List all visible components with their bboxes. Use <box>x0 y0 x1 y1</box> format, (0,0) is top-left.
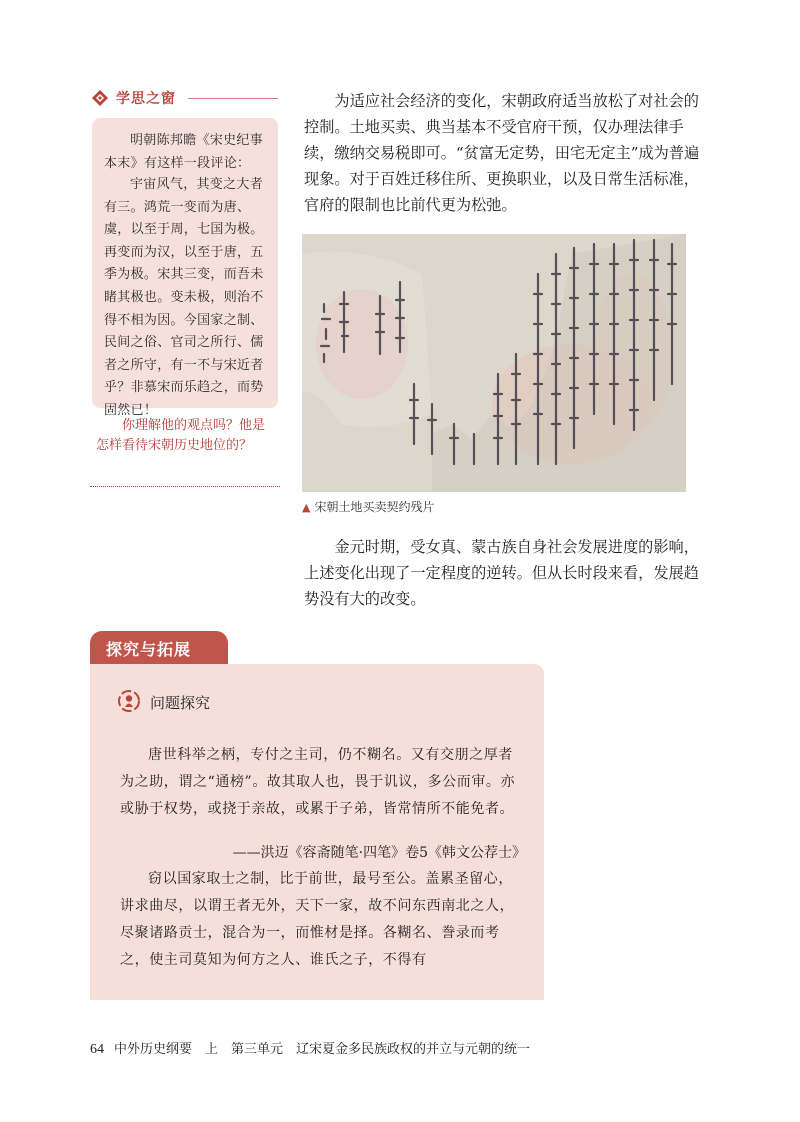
sidebar-intro: 明朝陈邦瞻《宋史纪事本末》有这样一段评论： <box>104 133 264 171</box>
quote-1: 唐世科举之柄，专付之主司，仍不糊名。又有交朋之厚者为之助，谓之“通榜”。故其取人也，畏于讥议，多公而审。亦或胁于权势，或挠于亲故，或累于子弟，皆常情所不能免者。 <box>120 747 516 817</box>
book-title: 中外历史纲要 上 第三单元 辽宋夏金多民族政权的并立与元朝的统一 <box>114 1042 531 1057</box>
explore-tab <box>90 631 228 664</box>
section-title: 问题探究 <box>150 694 211 712</box>
sidebar-question: 你理解他的观点吗？他是怎样看待宋朝历史地位的？ <box>96 418 266 453</box>
sidebar-header <box>92 88 278 108</box>
explore-tab-label: 探究与拓展 <box>106 640 192 659</box>
sidebar-title: 学思之窗 <box>116 91 176 107</box>
quote-1-source: ——洪迈《容斋随笔·四笔》卷5《韩文公荐士》 <box>232 845 526 861</box>
sidebar-divider <box>90 486 280 487</box>
question-explore-icon <box>118 690 140 712</box>
contract-fragment-illustration <box>302 234 686 492</box>
land-contract-image <box>302 234 686 492</box>
figure-caption-text: 宋朝土地买卖契约残片 <box>314 500 435 514</box>
paragraph-1: 为适应社会经济的变化，宋朝政府适当放松了对社会的控制。土地买卖、典当基本不受官府干预，仅办理法律手续，缴纳交易税即可。“贫富无定势，田宅无定主”成为普遍现象。对于百姓迁移住所、更换职业，以及日常生活标准，官府的限制也比前代更为松弛。 <box>304 92 700 214</box>
quote-2: 窃以国家取士之制，比于前世，最号至公。盖累圣留心，讲求曲尽，以谓王者无外，天下一家，故不问东西南北之人，尽聚诸路贡士，混合为一，而惟材是择。各糊名、誊录而考之，使主司莫知为何方之人、谁氏之子，不得有 <box>120 871 515 968</box>
sidebar-quote: 宇宙风气，其变之大者有三。鸿荒一变而为唐、虞，以至于周，七国为极。再变而为汉，以至于唐，五季为极。宋其三变，而吾未睹其极也。变未极，则治不得不相为因。今国家之制、民间之俗、官司之所行、儒者之所守，有一不与宋近者乎？非慕宋而乐趋之，而势固然已！ <box>104 177 264 418</box>
page-footer <box>90 1038 530 1058</box>
triangle-icon: ▲ <box>302 501 311 514</box>
paragraph-2: 金元时期，受女真、蒙古族自身社会发展进度的影响，上述变化出现了一定程度的逆转。但从长时段来看，发展趋势没有大的改变。 <box>304 538 699 608</box>
sidebar-box <box>92 118 278 418</box>
figure-caption <box>302 498 434 515</box>
page-number: 64 <box>90 1042 104 1057</box>
diamond-icon <box>92 90 108 106</box>
sidebar-title-rule <box>188 98 278 99</box>
